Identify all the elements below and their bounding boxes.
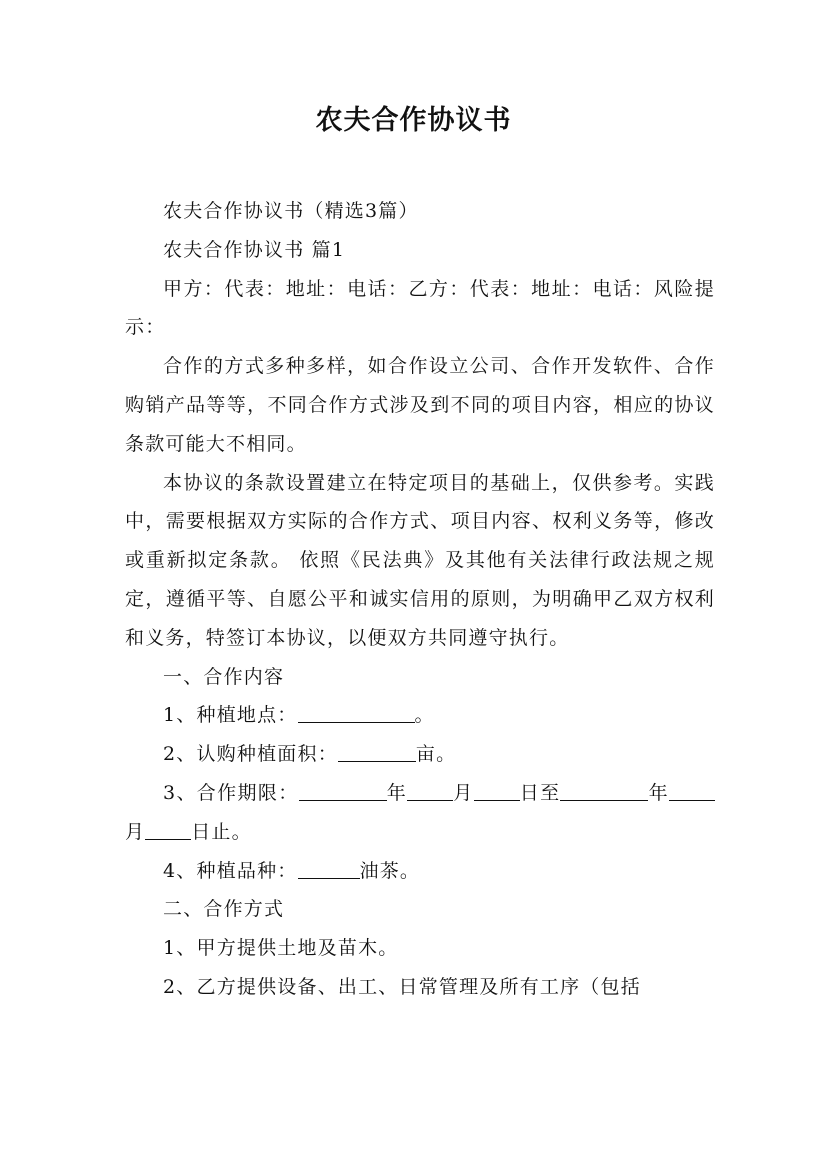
fill-in-blank: [474, 781, 520, 801]
risk-note-paragraph: 合作的方式多种多样，如合作设立公司、合作开发软件、合作购销产品等等，不同合作方式涉及到不同的项目内容，相应的协议条款可能大不相同。: [125, 355, 715, 455]
fill-in-blank: [299, 781, 387, 801]
document-title: 农夫合作协议书: [315, 105, 512, 136]
fill-in-blank: [407, 781, 453, 801]
item-planting-location: [125, 696, 715, 735]
fill-in-blank: [669, 781, 715, 801]
item-suffix: 。: [414, 704, 435, 727]
item-planting-variety: [125, 852, 715, 891]
item-suffix: 亩。: [415, 743, 457, 766]
section-heading-paragraph: 农夫合作协议书 篇1: [163, 238, 346, 261]
method-item-1: 1、甲方提供土地及苗木。: [163, 937, 399, 960]
item-label: 1、种植地点：: [163, 704, 298, 727]
month-text: 月: [453, 781, 474, 804]
method-item-2: 2、乙方提供设备、出工、日常管理及所有工序（包括: [163, 975, 641, 998]
heading-cooperation-method: 二、合作方式: [163, 898, 285, 921]
year-text: 年: [386, 781, 408, 804]
item-label: 2、认购种植面积：: [163, 743, 338, 766]
subtitle-paragraph: 农夫合作协议书（精选3篇）: [163, 200, 419, 222]
item-label: 3、合作期限：: [163, 781, 299, 804]
item-planting-area: [125, 735, 715, 774]
parties-paragraph: 甲方：代表：地址：电话：乙方：代表：地址：电话：风险提示：: [125, 277, 715, 339]
month-text: 月: [125, 820, 146, 843]
heading-cooperation-content: 一、合作内容: [163, 665, 285, 688]
item-cooperation-period: [125, 774, 715, 852]
fill-in-blank: [298, 703, 415, 723]
year-text: 年: [648, 781, 669, 804]
item-suffix: 油茶。: [359, 859, 421, 882]
document-body: [125, 192, 715, 1007]
fill-in-blank: [298, 859, 360, 879]
fill-in-blank: [560, 781, 648, 801]
fill-in-blank: [145, 820, 191, 840]
day-text: 日止。: [191, 820, 252, 843]
day-text: 日至: [519, 781, 561, 804]
fill-in-blank: [338, 742, 416, 762]
item-label: 4、种植品种：: [163, 859, 298, 882]
preamble-paragraph: 本协议的条款设置建立在特定项目的基础上，仅供参考。实践中，需要根据双方实际的合作方式、项目内容、权利义务等，修改或重新拟定条款。 依照《民法典》及其他有关法律行政法规之规定，遵循平等、自愿公平和诚实信用的原则，为明确甲乙双方权利和义务，特签订本协议，以便双方共同遵守执行。: [125, 471, 715, 649]
